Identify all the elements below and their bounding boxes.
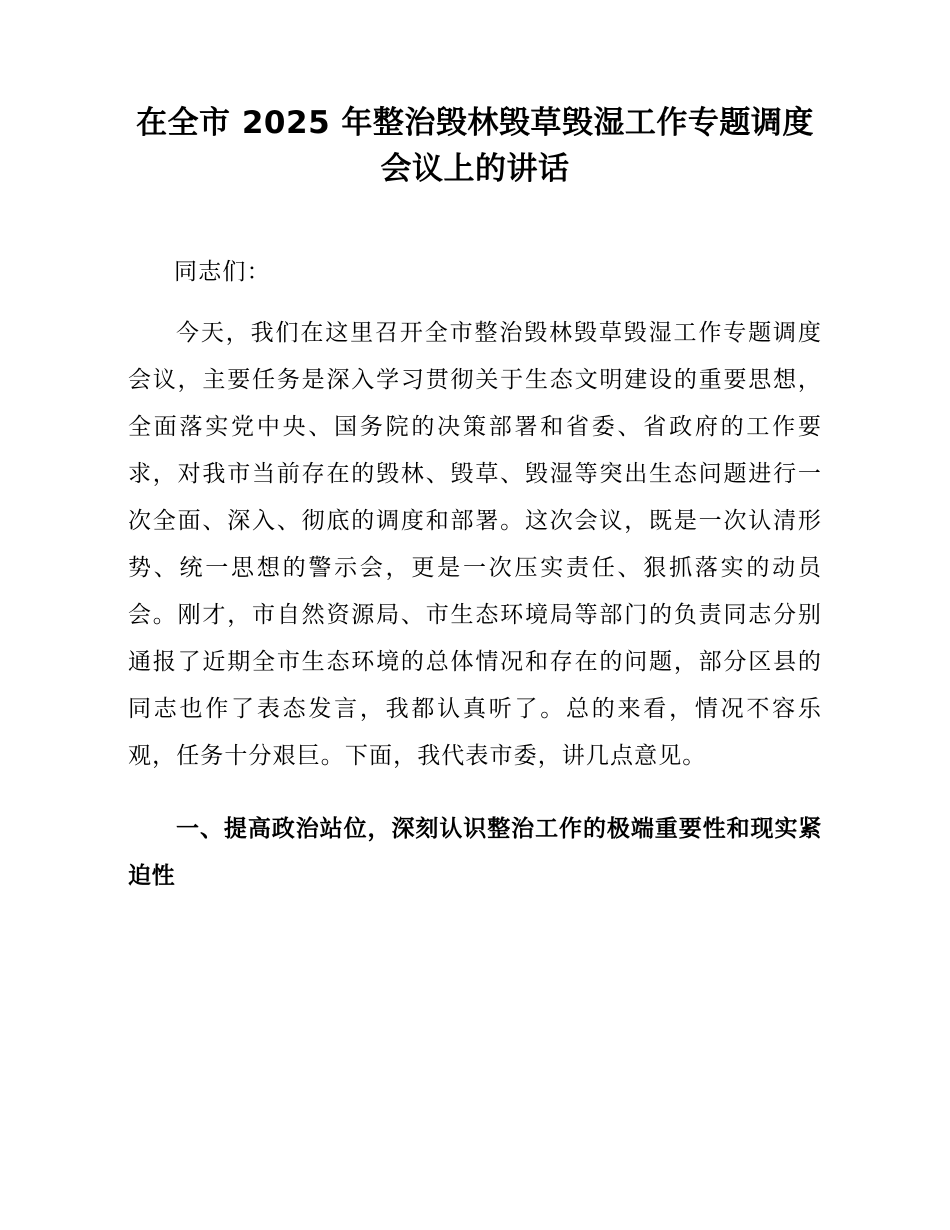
section-heading-1: 一、提高政治站位，深刻认识整治工作的极端重要性和现实紧迫性	[128, 816, 822, 889]
salutation-text: 同志们：	[174, 259, 271, 285]
body-paragraph-1: 今天，我们在这里召开全市整治毁林毁草毁湿工作专题调度会议，主要任务是深入学习贯彻关于生态文明建设的重要思想，全面落实党中央、国务院的决策部署和省委、省政府的工作要求，对我市当前存在的毁林、毁草、毁湿等突出生态问题进行一次全面、深入、彻底的调度和部署。这次会议，既是一次认清形势、统一思想的警示会，更是一次压实责任、狠抓落实的动员会。刚才，市自然资源局、市生态环境局等部门的负责同志分别通报了近期全市生态环境的总体情况和存在的问题，部分区县的同志也作了表态发言，我都认真听了。总的来看，情况不容乐观，任务十分艰巨。下面，我代表市委，讲几点意见。	[128, 320, 822, 769]
page-title: 在全市 2025 年整治毁林毁草毁湿工作专题调度会议上的讲话	[136, 105, 814, 187]
